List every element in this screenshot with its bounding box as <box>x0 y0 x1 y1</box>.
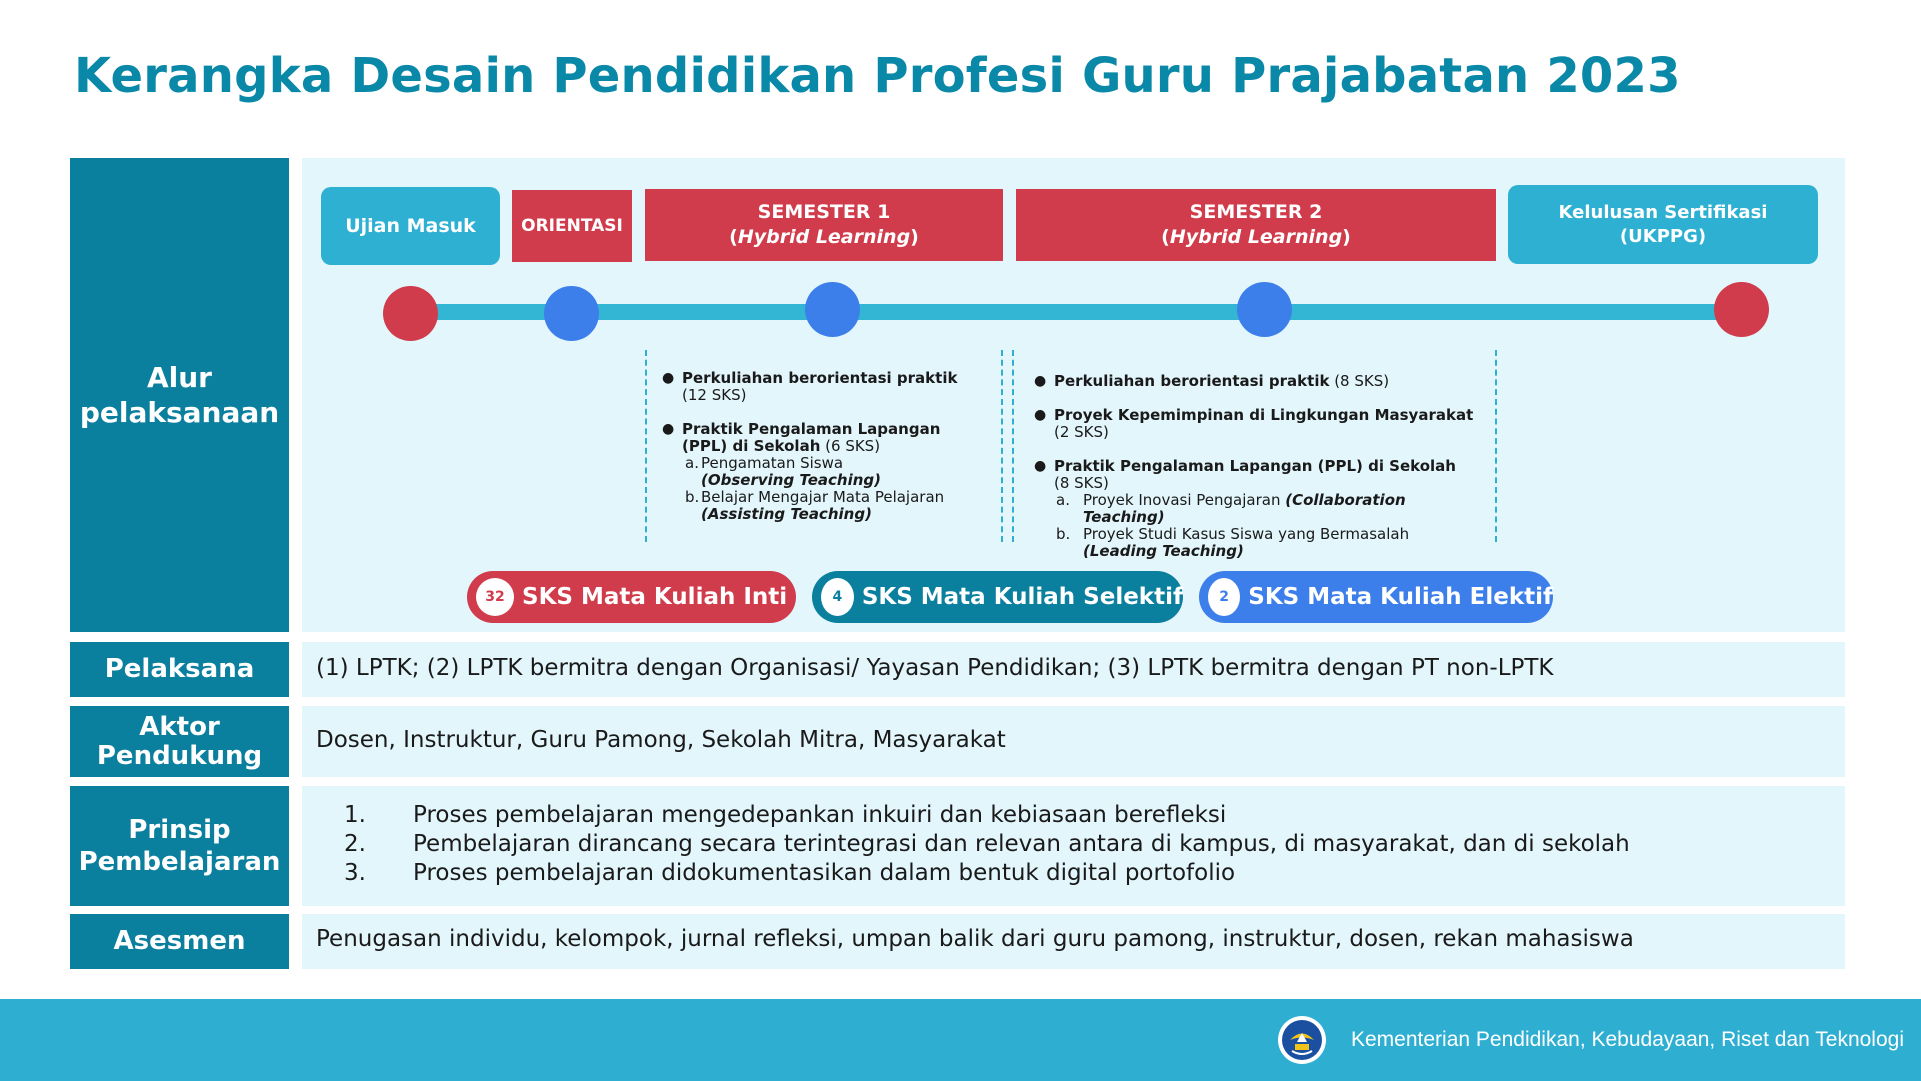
tut-wuri-handayani-logo-icon <box>1277 1015 1327 1065</box>
stage-kelulusan <box>1508 185 1818 264</box>
stage-semester-2 <box>1016 189 1496 261</box>
prinsip-label-line-1: Prinsip <box>128 815 231 845</box>
stage-ujian-masuk <box>321 187 500 265</box>
sks-selektif-label: SKS Mata Kuliah Selektif <box>861 584 1183 610</box>
list-item: 1. Proses pembelajaran mengedepankan inkuiri dan kebiasaan berefleksi <box>344 802 1227 828</box>
timeline-dot-orientasi <box>544 286 599 341</box>
page-title: Kerangka Desain Pendidikan Profesi Guru Prajabatan 2023 <box>74 48 1681 104</box>
asesmen-text: Penugasan individu, kelompok, jurnal refleksi, umpan balik dari guru pamong, instruktur, dosen, rekan mahasiswa <box>316 926 1634 952</box>
semester-1-details <box>662 370 982 523</box>
sub-item: a. Proyek Inovasi Pengajaran (Collaboration Teaching) <box>1056 491 1406 526</box>
aktor-label-line-2: Pendukung <box>96 740 263 771</box>
stage-orientasi-label: ORIENTASI <box>521 215 623 236</box>
list-item: ● Proyek Kepemimpinan di Lingkungan Masyarakat (2 SKS) <box>1034 406 1474 441</box>
asesmen-label-text: Asesmen <box>113 926 246 956</box>
sks-selektif-count: 4 <box>821 578 854 616</box>
alur-label <box>70 158 289 632</box>
list-item: ● Perkuliahan berorientasi praktik (12 SKS) <box>662 369 958 404</box>
sks-elektif-count: 2 <box>1208 578 1240 616</box>
kelulusan-title: Kelulusan Sertifikasi <box>1558 201 1768 223</box>
dashed-divider <box>1012 350 1014 542</box>
alur-label-text: Alur pelaksanaan <box>79 361 280 429</box>
sks-elektif-label: SKS Mata Kuliah Elektif <box>1248 584 1553 610</box>
sks-elektif-pill <box>1199 571 1553 623</box>
dashed-divider <box>645 350 647 542</box>
prinsip-label-line-2: Pembelajaran <box>78 847 281 877</box>
list-item: 2. Pembelajaran dirancang secara terintegrasi dan relevan antara di kampus, di masyarakat, dan di sekolah <box>344 831 1630 857</box>
asesmen-label <box>70 914 289 969</box>
semester-1-title: SEMESTER 1 <box>757 201 891 223</box>
stage-ujian-label: Ujian Masuk <box>345 214 476 237</box>
kelulusan-sub: (UKPPG) <box>1619 225 1707 247</box>
sub-item: b. Proyek Studi Kasus Siswa yang Bermasalah (Leading Teaching) <box>1056 525 1410 560</box>
aktor-text: Dosen, Instruktur, Guru Pamong, Sekolah Mitra, Masyarakat <box>316 727 1006 753</box>
semester-2-mode: (Hybrid Learning) <box>1161 226 1351 248</box>
aktor-label <box>70 706 289 777</box>
aktor-label-line-1: Aktor <box>139 711 220 742</box>
semester-2-title: SEMESTER 2 <box>1189 201 1323 223</box>
sks-inti-pill <box>467 571 796 623</box>
timeline-dot-semester-1 <box>805 282 860 337</box>
sks-inti-count: 32 <box>476 578 514 616</box>
prinsip-list <box>316 801 1630 888</box>
semester-2-details <box>1034 373 1474 560</box>
sks-inti-label: SKS Mata Kuliah Inti <box>522 584 788 610</box>
timeline-dot-end <box>1714 282 1769 337</box>
ministry-name: Kementerian Pendidikan, Kebudayaan, Riset dan Teknologi <box>1351 1028 1904 1051</box>
sub-item: b. Belajar Mengajar Mata Pelajaran (Assisting Teaching) <box>685 488 945 523</box>
stage-semester-1 <box>645 189 1003 261</box>
timeline-line <box>410 304 1745 320</box>
timeline-dot-start <box>383 286 438 341</box>
stage-orientasi <box>512 190 632 262</box>
list-item: ● Perkuliahan berorientasi praktik (8 SKS) <box>1034 372 1390 390</box>
list-item: 3. Proses pembelajaran didokumentasikan dalam bentuk digital portofolio <box>344 860 1236 886</box>
list-item: ● Praktik Pengalaman Lapangan (PPL) di Sekolah (8 SKS) <box>1034 457 1456 492</box>
pelaksana-label <box>70 642 289 697</box>
dashed-divider <box>1495 350 1497 542</box>
prinsip-label <box>70 786 289 906</box>
semester-1-mode: (Hybrid Learning) <box>729 226 919 248</box>
sks-selektif-pill <box>812 571 1183 623</box>
list-item: ● Praktik Pengalaman Lapangan (PPL) di Sekolah (6 SKS) <box>662 420 941 455</box>
dashed-divider <box>1001 350 1003 542</box>
pelaksana-label-text: Pelaksana <box>104 654 255 684</box>
sub-item: a. Pengamatan Siswa (Observing Teaching) <box>685 454 881 489</box>
timeline-dot-semester-2 <box>1237 282 1292 337</box>
pelaksana-text: (1) LPTK; (2) LPTK bermitra dengan Organisasi/ Yayasan Pendidikan; (3) LPTK bermitra dengan PT non-LPTK <box>316 655 1554 681</box>
